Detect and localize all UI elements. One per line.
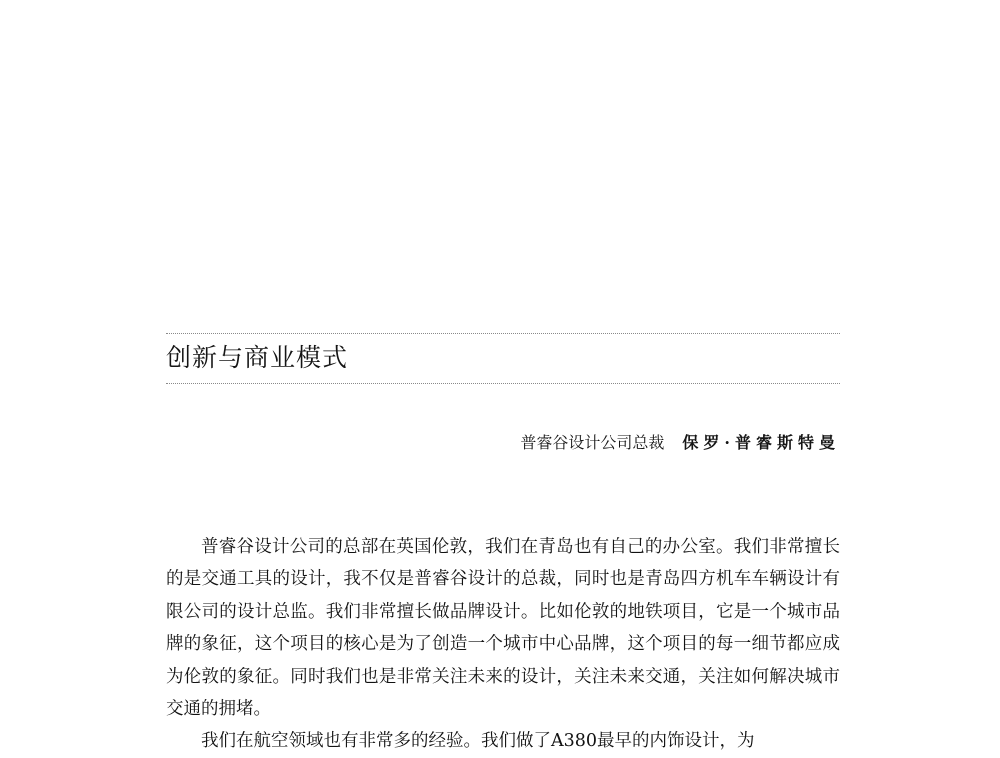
byline-author: 保罗·普睿斯特曼	[682, 433, 840, 452]
title-top-rule	[166, 333, 840, 334]
article-title: 创新与商业模式	[166, 343, 349, 372]
paragraph: 普睿谷设计公司的总部在英国伦敦，我们在青岛也有自己的办公室。我们非常擅长的是交通工具的设计，我不仅是普睿谷设计的总裁，同时也是青岛四方机车车辆设计有限公司的设计总监。我们非常擅长做品牌设计。比如伦敦的地铁项目，它是一个城市品牌的象征，这个项目的核心是为了创造一个城市中心品牌，这个项目的每一细节都应成为伦敦的象征。同时我们也是非常关注未来的设计，关注未来交通，关注如何解决城市交通的拥堵。	[166, 537, 840, 720]
byline-role: 普睿谷设计公司总裁	[520, 433, 665, 452]
title-bottom-rule	[166, 383, 840, 384]
byline	[520, 431, 840, 455]
paragraph: 我们在航空领域也有非常多的经验。我们做了A380最早的内饰设计，为	[201, 731, 755, 752]
article-body	[166, 531, 840, 758]
